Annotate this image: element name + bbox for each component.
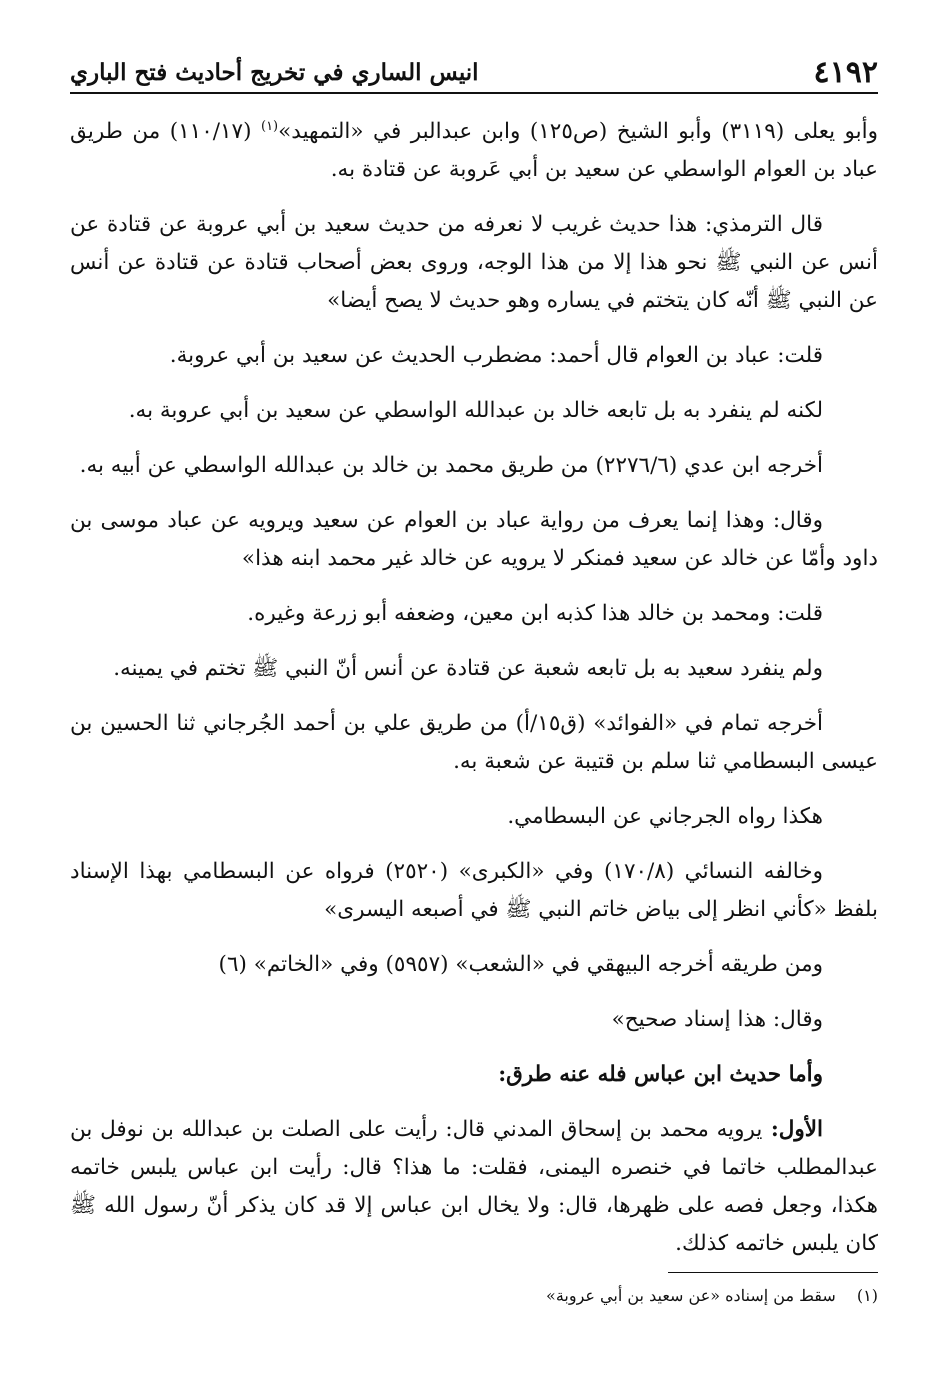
footnote-marker: (١) xyxy=(260,119,279,134)
paragraph xyxy=(70,853,878,929)
footnote xyxy=(70,1284,878,1308)
paragraph-text: لكنه لم ينفرد به بل تابعه خالد بن عبدالله الواسطي عن سعيد بن أبي عروبة به. xyxy=(128,398,823,424)
paragraph xyxy=(70,595,878,633)
paragraph xyxy=(70,1111,878,1263)
paragraph-lead: الأول: xyxy=(762,1117,823,1143)
paragraph xyxy=(70,1001,878,1039)
paragraph-text: يرويه محمد بن إسحاق المدني قال: رأيت على الصلت بن عبدالله بن نوفل بن عبدالمطلب خاتما في خنصره اليمنى، فقلت: ما هذا؟ قال: رأيت ابن عباس يلبس خاتمه هكذا، وجعل فصه على ظهرها، قال: ولا يخال ابن عباس إلا قد كان يذكر أنّ رسول الله ﷺ كان يلبس خاتمه كذلك. xyxy=(70,1117,878,1257)
paragraph-text: قلت: ومحمد بن خالد هذا كذبه ابن معين، وضعفه أبو زرعة وغيره. xyxy=(247,601,823,627)
paragraph-text: أخرجه ابن عدي (٢٢٧٦/٦) من طريق محمد بن خالد بن عبدالله الواسطي عن أبيه به. xyxy=(79,453,823,479)
paragraph xyxy=(70,337,878,375)
main-text xyxy=(70,108,878,1280)
page-number: ٤١٩٢ xyxy=(813,54,878,90)
paragraph xyxy=(70,946,878,984)
running-title: انيس الساري في تخريج أحاديث فتح الباري xyxy=(70,58,479,86)
paragraph-text: قلت: عباد بن العوام قال أحمد: مضطرب الحديث عن سعيد بن أبي عروبة. xyxy=(169,343,823,369)
paragraph-text: وقال: وهذا إنما يعرف من رواية عباد بن العوام عن سعيد ويرويه عن عباد موسى بن داود وأمّا عن خالد عن سعيد فمنكر لا يرويه عن خالد غير محمد ابنه هذا» xyxy=(70,508,878,572)
paragraph xyxy=(70,502,878,578)
page-header xyxy=(70,52,878,94)
paragraph-text: أخرجه تمام في «الفوائد» (ق١٥/أ) من طريق علي بن أحمد الجُرجاني ثنا الحسين بن عيسى البسطامي ثنا سلم بن قتيبة عن شعبة به. xyxy=(70,711,878,775)
footnote-text: سقط من إسناده «عن سعيد بن أبي عروبة» xyxy=(546,1286,836,1305)
paragraph-text: ومن طريقه أخرجه البيهقي في «الشعب» (٥٩٥٧) وفي «الخاتم» (٦) xyxy=(218,952,823,978)
paragraph xyxy=(70,705,878,781)
paragraph xyxy=(70,447,878,485)
section-heading-text: وأما حديث ابن عباس فله عنه طرق: xyxy=(498,1062,823,1088)
paragraph-text: وأبو يعلى (٣١١٩) وأبو الشيخ (ص١٢٥) وابن عبدالبر في «التمهيد» xyxy=(278,119,878,145)
footnote-divider xyxy=(668,1272,878,1273)
footnote-number: (١) xyxy=(856,1286,878,1305)
paragraph-text: وخالفه النسائي (١٧٠/٨) وفي «الكبرى» (٢٥٢٠) فرواه عن البسطامي بهذا الإسناد بلفظ «كأني انظر إلى بياض خاتم النبي ﷺ في أصبعه اليسرى» xyxy=(70,859,878,923)
paragraph-text-continued: (١١٠/١٧) من طريق عباد بن العوام الواسطي عن سعيد بن أبي عَروبة عن قتادة به. xyxy=(70,119,878,183)
paragraph xyxy=(70,108,878,189)
paragraph xyxy=(70,206,878,320)
paragraph-text: وقال: هذا إسناد صحيح» xyxy=(611,1007,823,1033)
paragraph xyxy=(70,798,878,836)
paragraph xyxy=(70,650,878,688)
paragraph xyxy=(70,392,878,430)
section-heading xyxy=(70,1056,878,1094)
paragraph-text: هكذا رواه الجرجاني عن البسطامي. xyxy=(507,804,823,830)
paragraph-text: ولم ينفرد سعيد به بل تابعه شعبة عن قتادة عن أنس أنّ النبي ﷺ تختم في يمينه. xyxy=(113,656,823,682)
paragraph-text: قال الترمذي: هذا حديث غريب لا نعرفه من حديث سعيد بن أبي عروبة عن قتادة عن أنس عن النبي ﷺ نحو هذا إلا من هذا الوجه، وروى بعض أصحاب قتادة عن قتادة عن أنس عن النبي ﷺ أنّه كان يتختم في يساره وهو حديث لا يصح أيضا» xyxy=(70,212,878,314)
